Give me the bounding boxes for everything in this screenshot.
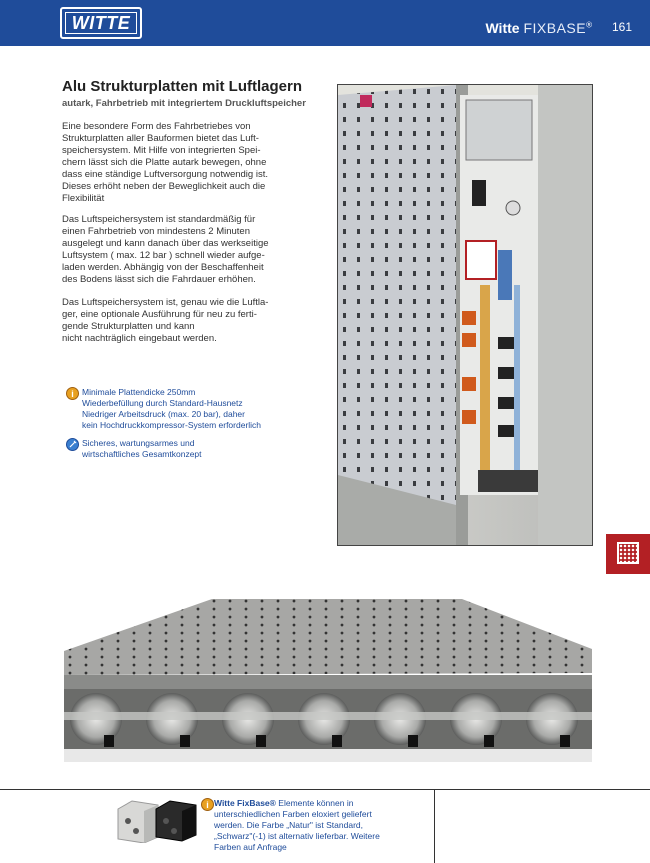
note-line: Farben auf Anfrage xyxy=(214,842,287,852)
page-number: 161 xyxy=(611,20,632,34)
text-line: chern lässt sich die Platte autark bewegen, ohne xyxy=(62,157,267,168)
info-note-2 xyxy=(66,438,202,460)
air-storage-photo xyxy=(337,84,593,546)
footer-column-divider xyxy=(434,789,435,863)
brand-light: FIXBASE xyxy=(523,20,587,36)
note-line: Niedriger Arbeitsdruck (max. 20 bar), daher xyxy=(82,409,245,419)
info-icon: i xyxy=(66,387,79,400)
info-icon: i xyxy=(201,798,214,811)
text-line: Das Luftspeichersystem ist, genau wie die Luftla- xyxy=(62,297,269,308)
footer-divider xyxy=(0,789,650,790)
paragraph-2 xyxy=(62,214,274,286)
note-line: Sicheres, wartungsarmes und xyxy=(82,438,195,448)
text-line: einen Fahrbetrieb von mindestens 2 Minuten xyxy=(62,226,251,237)
grid-plate-icon xyxy=(617,542,639,564)
fixbase-cubes-image xyxy=(114,797,200,843)
text-line: laden werden. Abhängig von der Beschaffenheit xyxy=(62,262,264,273)
text-line: Luftsystem ( max. 12 bar ) schnell wieder aufge- xyxy=(62,250,265,261)
text-line: Dieses erhöht neben der Beweglichkeit auch die xyxy=(62,181,266,192)
note-line: werden. Die Farbe „Natur" ist Standard, xyxy=(214,820,363,830)
text-line: dass eine ständige Luftversorgung notwendig ist. xyxy=(62,169,268,180)
page-header xyxy=(0,0,650,46)
text-line: ger, eine optionale Ausführung für neu zu ferti- xyxy=(62,309,257,320)
brand-title xyxy=(485,20,592,36)
paragraph-1 xyxy=(62,121,274,205)
info-note-1 xyxy=(66,387,261,431)
footer-note xyxy=(201,798,401,853)
article-title: Alu Strukturplatten mit Luftlagern xyxy=(62,78,302,95)
paragraph-3 xyxy=(62,297,274,345)
text-line: Das Luftspeichersystem ist standardmäßig für xyxy=(62,214,256,225)
note-line: Minimale Plattendicke 250mm xyxy=(82,387,196,397)
brand-reg: ® xyxy=(586,20,592,30)
note-line: Wiederbefüllung durch Standard-Hausnetz xyxy=(82,398,243,408)
text-line: des Bodens lässt sich die Fahrdauer erhöhen. xyxy=(62,274,256,285)
note-line: wirtschaftliches Gesamtkonzept xyxy=(82,449,202,459)
article-subtitle: autark, Fahrbetrieb mit integriertem Druckluftspeicher xyxy=(62,98,306,109)
text-line: gende Strukturplatten und kann xyxy=(62,321,195,332)
text-line: Flexibilität xyxy=(62,193,105,204)
note-line: „Schwarz"(-1) ist alternativ lieferbar. Weitere xyxy=(214,831,380,841)
witte-logo xyxy=(60,7,142,39)
text-line: ausgelegt und kann danach über das werkseitige xyxy=(62,238,269,249)
note-line: kein Hochdruckkompressor-System erforderlich xyxy=(82,420,262,430)
text-line: nicht nachträglich eingebaut werden. xyxy=(62,333,217,344)
tool-icon xyxy=(66,438,79,451)
text-line: Eine besondere Form des Fahrbetriebes von xyxy=(62,121,251,132)
note-line: unterschiedlichen Farben eloxiert geliefert xyxy=(214,809,372,819)
section-tab[interactable] xyxy=(606,534,650,574)
logo-text: WITTE xyxy=(65,12,137,34)
text-line: Strukturplatten aller Bauformen bietet das Luft- xyxy=(62,133,259,144)
footer-brand: Witte FixBase® xyxy=(214,798,276,808)
brand-bold: Witte xyxy=(485,20,520,36)
note-line: Elemente können in xyxy=(275,798,354,808)
structure-plate-photo xyxy=(62,589,594,762)
text-line: speichersystem. Mit Hilfe von integrierten Spei- xyxy=(62,145,261,156)
